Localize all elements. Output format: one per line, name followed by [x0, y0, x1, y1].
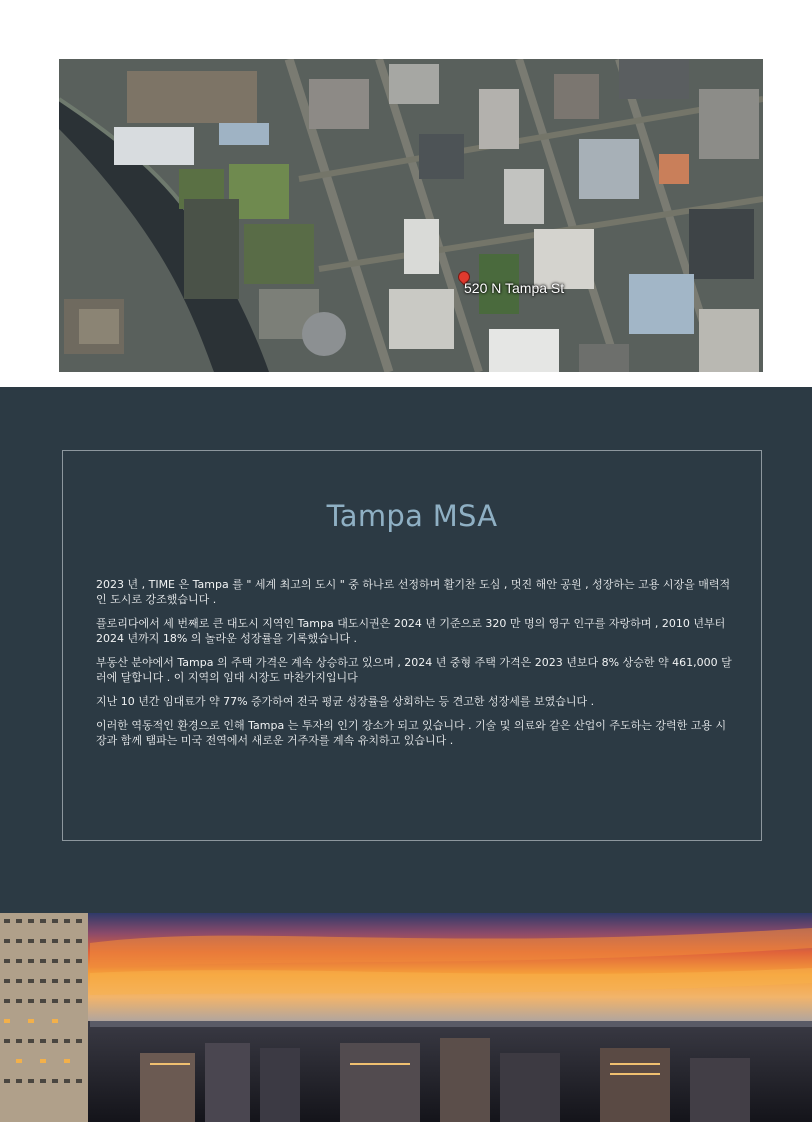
section-body	[96, 577, 736, 757]
section-title: Tampa MSA	[326, 499, 498, 533]
map-location-label: 520 N Tampa St	[464, 280, 565, 296]
paragraph: 2023 년 , TIME 은 Tampa 를 " 세계 최고의 도시 " 중 하나로 선정하며 활기찬 도심 , 멋진 해안 공원 , 성장하는 고용 시장을 매력적인 도시로 강조했습니다 .	[96, 578, 731, 606]
satellite-map	[59, 59, 763, 372]
paragraph: 플로리다에서 세 번째로 큰 대도시 지역인 Tampa 대도시권은 2024 년 기준으로 320 만 명의 영구 인구를 자랑하며 , 2010 년부터 2024 년까지 18% 의 놀라운 성장률을 기록했습니다 .	[96, 617, 726, 645]
content-section	[0, 387, 812, 913]
paragraph: 이러한 역동적인 환경으로 인해 Tampa 는 투자의 인기 장소가 되고 있습니다 . 기술 및 의료와 같은 산업이 주도하는 강력한 고용 시장과 함께 탬파는 미국 전역에서 새로운 거주자를 계속 유치하고 있습니다 .	[96, 719, 727, 747]
paragraph: 부동산 분야에서 Tampa 의 주택 가격은 계속 상승하고 있으며 , 2024 년 중형 주택 가격은 2023 년보다 8% 상승한 약 461,000 달러에 달합니다 . 이 지역의 임대 시장도 마찬가지입니다	[96, 656, 732, 684]
tampa-skyline-photo	[0, 913, 812, 1122]
skyline-imagery	[0, 913, 812, 1122]
paragraph: 지난 10 년간 임대료가 약 77% 증가하여 전국 평균 성장률을 상회하는 등 견고한 성장세를 보였습니다 .	[96, 695, 595, 708]
content-frame	[62, 450, 762, 841]
satellite-map-imagery	[59, 59, 763, 372]
